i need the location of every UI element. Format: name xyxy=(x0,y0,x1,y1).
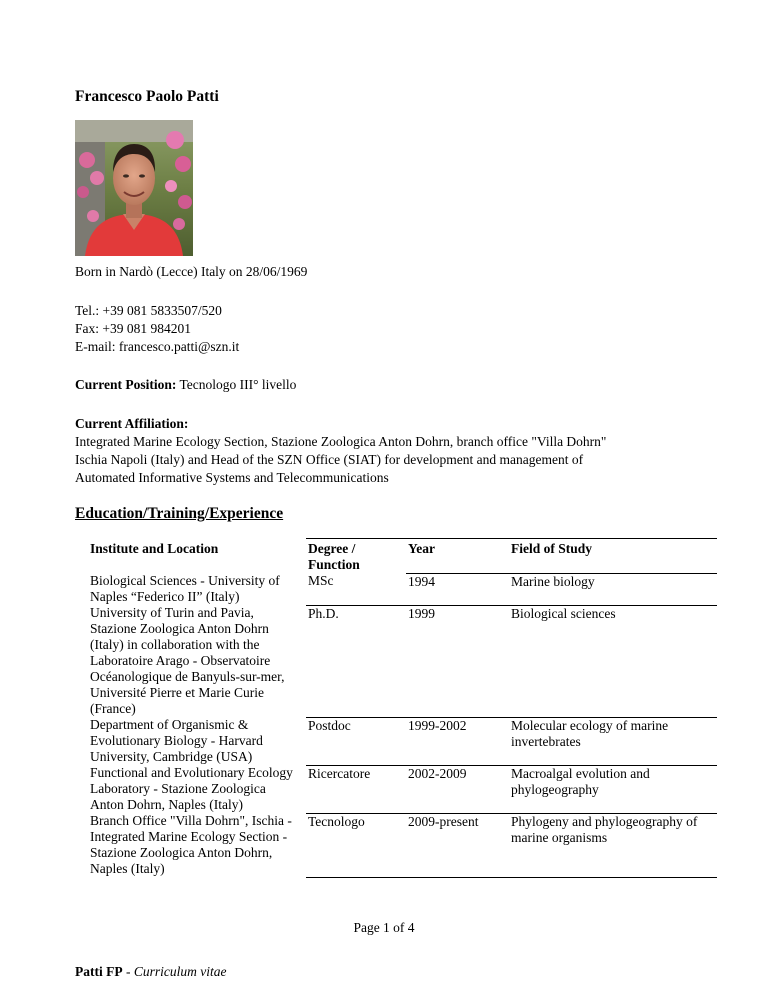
cell-field: Macroalgal evolution and phylogeography xyxy=(509,765,717,813)
table-row xyxy=(90,813,717,877)
cell-year: 1999-2002 xyxy=(406,717,509,765)
birth-info: Born in Nardò (Lecce) Italy on 28/06/1969 xyxy=(75,264,308,279)
table-header-row xyxy=(90,539,717,574)
cell-degree: MSc xyxy=(308,573,334,588)
header-field: Field of Study xyxy=(509,539,717,574)
education-table xyxy=(90,538,717,878)
cell-degree: Ricercatore xyxy=(306,765,406,813)
footer-author xyxy=(75,964,226,980)
page-number: Page 1 of 4 xyxy=(353,920,415,935)
header-institute: Institute and Location xyxy=(90,540,219,556)
affiliation-line-3: Automated Informative Systems and Telecommunications xyxy=(75,470,389,485)
cell-field: Molecular ecology of marine invertebrates xyxy=(509,717,717,765)
cell-institute: Biological Sciences - University of Naples “Federico II” (Italy) xyxy=(90,573,280,604)
current-position xyxy=(75,377,296,393)
cell-degree: Tecnologo xyxy=(306,813,406,877)
cell-institute: Functional and Evolutionary Ecology Laboratory - Stazione Zoologica Anton Dohrn, Naples (Italy) xyxy=(90,765,293,812)
cell-degree: Postdoc xyxy=(306,717,406,765)
cell-year: 2002-2009 xyxy=(406,765,509,813)
cell-degree: Ph.D. xyxy=(306,605,406,717)
header-year: Year xyxy=(406,539,509,574)
cell-institute: Branch Office "Villa Dohrn", Ischia - Integrated Marine Ecology Section - Stazione Zoologica Anton Dohrn, Naples (Italy) xyxy=(90,813,292,876)
cell-year: 1999 xyxy=(406,605,509,717)
table-row xyxy=(90,605,717,717)
table-row xyxy=(90,717,717,765)
table-row xyxy=(90,765,717,813)
affiliation-line-2: Ischia Napoli (Italy) and Head of the SZN Office (SIAT) for development and management of xyxy=(75,452,584,467)
email: E-mail: francesco.patti@szn.it xyxy=(75,339,240,354)
footer-separator: - xyxy=(122,964,134,979)
current-position-value: Tecnologo III° livello xyxy=(176,377,297,392)
section-title-education: Education/Training/Experience xyxy=(75,505,284,522)
portrait-photo xyxy=(75,120,193,256)
cell-year: 1994 xyxy=(406,573,509,605)
person-name: Francesco Paolo Patti xyxy=(75,88,219,105)
cell-field: Marine biology xyxy=(509,573,717,605)
fax: Fax: +39 081 984201 xyxy=(75,321,191,336)
telephone: Tel.: +39 081 5833507/520 xyxy=(75,303,222,318)
current-affiliation-label: Current Affiliation: xyxy=(75,416,189,431)
table-row xyxy=(90,573,717,605)
portrait-photo-icon xyxy=(75,120,193,256)
current-position-label: Current Position: xyxy=(75,377,177,392)
affiliation-line-1: Integrated Marine Ecology Section, Stazione Zoologica Anton Dohrn, branch office "Villa Dohrn" xyxy=(75,434,607,449)
header-degree: Degree / Function xyxy=(306,539,406,574)
cell-institute: Department of Organismic & Evolutionary Biology - Harvard University, Cambridge (USA) xyxy=(90,717,263,764)
footer-author-name: Patti FP xyxy=(75,964,123,979)
cell-field: Phylogeny and phylogeography of marine organisms xyxy=(509,813,717,877)
cell-institute: University of Turin and Pavia, Stazione Zoologica Anton Dohrn (Italy) in collaboration with the Laboratoire Arago - Observatoire Océanologique de Banyuls-sur-mer, Université Pierre et Marie Curie (France) xyxy=(90,605,285,716)
footer-doc-title: Curriculum vitae xyxy=(133,964,227,979)
cell-year: 2009-present xyxy=(406,813,509,877)
cell-field: Biological sciences xyxy=(509,605,717,717)
